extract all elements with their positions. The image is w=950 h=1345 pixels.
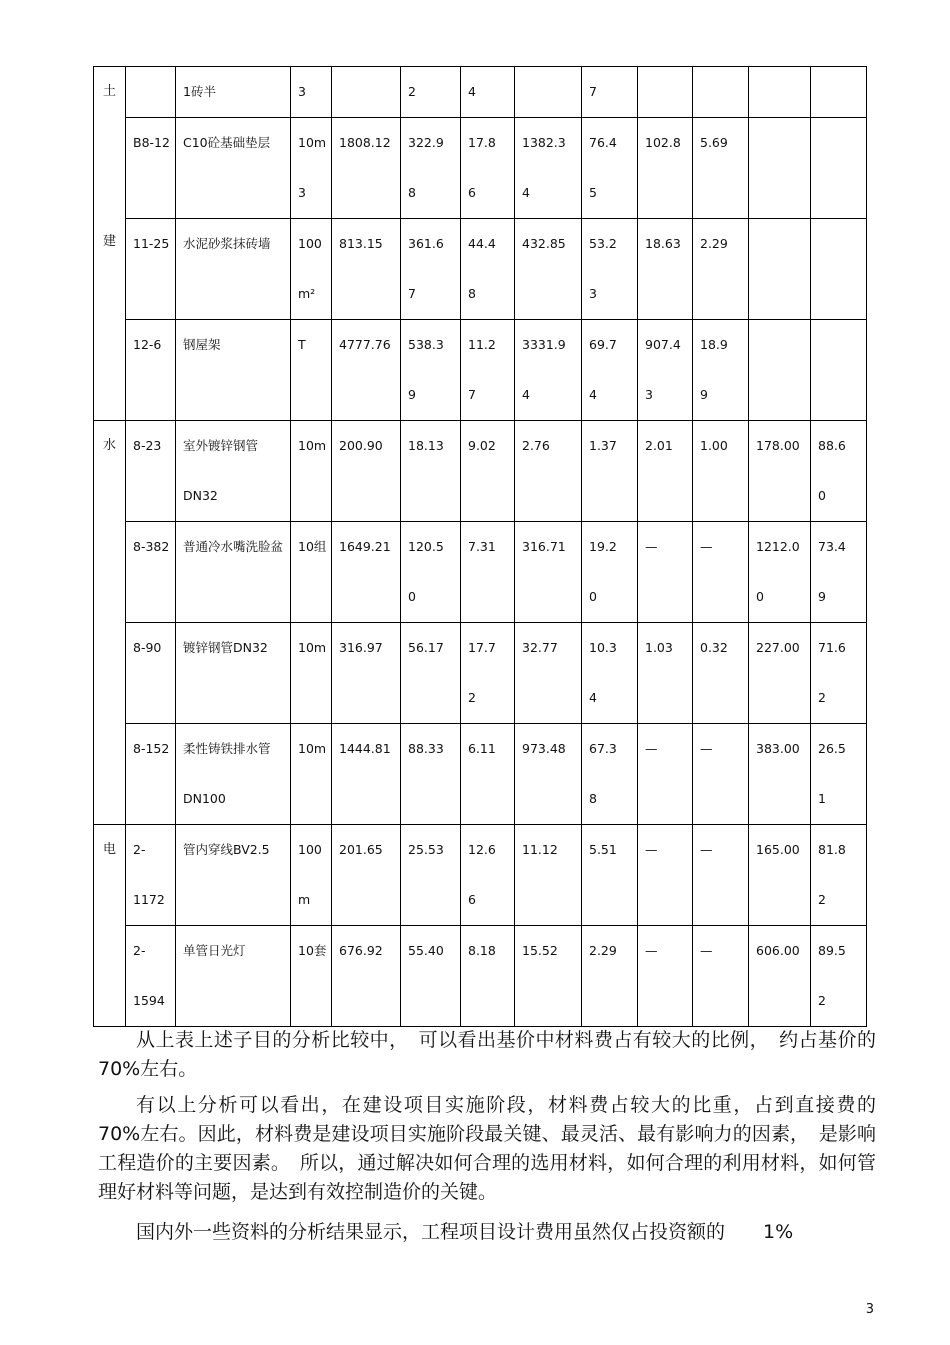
table-cell: 1212.0 0 <box>749 522 811 623</box>
table-cell: 17.7 2 <box>461 623 515 724</box>
table-cell: 2.29 <box>693 219 749 320</box>
table-cell: 44.4 8 <box>461 219 515 320</box>
table-cell <box>811 67 867 118</box>
table-row <box>94 522 867 623</box>
table-cell: 镀锌钢管DN32 <box>176 623 291 724</box>
table-cell <box>811 118 867 219</box>
table-cell: 8-382 <box>126 522 176 623</box>
table-cell: 12.6 6 <box>461 825 515 926</box>
table-cell: 100 m <box>291 825 332 926</box>
table-cell: 1.03 <box>638 623 693 724</box>
table-cell <box>693 67 749 118</box>
table-cell: 单管日光灯 <box>176 926 291 1027</box>
table-cell: B8-12 <box>126 118 176 219</box>
table-cell: — <box>693 825 749 926</box>
table-cell: 10m <box>291 623 332 724</box>
table-cell: 2.76 <box>515 421 582 522</box>
table-cell: 1444.81 <box>332 724 401 825</box>
table-cell: 15.52 <box>515 926 582 1027</box>
table-cell: 81.8 2 <box>811 825 867 926</box>
table-cell: 25.53 <box>401 825 461 926</box>
table-cell: 973.48 <box>515 724 582 825</box>
table-cell: 538.3 9 <box>401 320 461 421</box>
table-cell: 55.40 <box>401 926 461 1027</box>
table-row <box>94 724 867 825</box>
table-cell: 0.32 <box>693 623 749 724</box>
table-cell: 178.00 <box>749 421 811 522</box>
table-cell: 432.85 <box>515 219 582 320</box>
table-cell: 316.71 <box>515 522 582 623</box>
table-cell <box>638 67 693 118</box>
table-cell: 5.51 <box>582 825 638 926</box>
table-cell: 10m <box>291 421 332 522</box>
table-cell: 2.29 <box>582 926 638 1027</box>
table-cell: 383.00 <box>749 724 811 825</box>
table-row <box>94 67 867 118</box>
table-cell: — <box>693 522 749 623</box>
cost-table <box>93 66 867 1027</box>
table-cell <box>749 219 811 320</box>
table-cell: 钢屋架 <box>176 320 291 421</box>
table-cell: 18.13 <box>401 421 461 522</box>
table-cell: 1382.3 4 <box>515 118 582 219</box>
table-cell: 4777.76 <box>332 320 401 421</box>
table-cell <box>749 320 811 421</box>
table-cell: — <box>638 724 693 825</box>
table-cell: 1.00 <box>693 421 749 522</box>
table-cell <box>126 67 176 118</box>
table-cell: 67.3 8 <box>582 724 638 825</box>
table-cell <box>749 118 811 219</box>
table-cell: 2 <box>401 67 461 118</box>
table-cell: — <box>693 926 749 1027</box>
table-cell: 76.4 5 <box>582 118 638 219</box>
table-cell <box>749 67 811 118</box>
table-cell: 4 <box>461 67 515 118</box>
table-cell: 1砖半 <box>176 67 291 118</box>
table-cell: 5.69 <box>693 118 749 219</box>
table-cell: 165.00 <box>749 825 811 926</box>
table-cell: 100 m² <box>291 219 332 320</box>
section-label: 土 建 <box>94 67 126 421</box>
table-cell: 32.77 <box>515 623 582 724</box>
table-cell: 3 <box>291 67 332 118</box>
table-cell: 56.17 <box>401 623 461 724</box>
table-cell: 17.8 6 <box>461 118 515 219</box>
table-cell <box>332 67 401 118</box>
table-cell: 813.15 <box>332 219 401 320</box>
table-cell: 11-25 <box>126 219 176 320</box>
table-cell: 11.12 <box>515 825 582 926</box>
table-cell: 88.6 0 <box>811 421 867 522</box>
table-cell: 8-90 <box>126 623 176 724</box>
table-cell: 11.2 7 <box>461 320 515 421</box>
table-cell: 10组 <box>291 522 332 623</box>
table-cell: 7 <box>582 67 638 118</box>
table-row <box>94 926 867 1027</box>
table-cell: 89.5 2 <box>811 926 867 1027</box>
table-cell: 606.00 <box>749 926 811 1027</box>
table-cell: 3331.9 4 <box>515 320 582 421</box>
table-cell: 8-152 <box>126 724 176 825</box>
table-cell: 柔性铸铁排水管 DN100 <box>176 724 291 825</box>
table-cell: 200.90 <box>332 421 401 522</box>
paragraph-1: 从上表上述子目的分析比较中， 可以看出基价中材料费占有较大的比例， 约占基价的 70%左右。 <box>98 1029 876 1080</box>
table-cell: 322.9 8 <box>401 118 461 219</box>
table-cell <box>811 219 867 320</box>
table-cell: 1.37 <box>582 421 638 522</box>
section-label: 电 <box>94 825 126 1027</box>
table-cell <box>811 320 867 421</box>
table-cell: 19.2 0 <box>582 522 638 623</box>
table-row <box>94 320 867 421</box>
table-cell: 6.11 <box>461 724 515 825</box>
table-row <box>94 118 867 219</box>
table-row <box>94 219 867 320</box>
table-cell: 10m 3 <box>291 118 332 219</box>
table-row <box>94 825 867 926</box>
table-cell: 53.2 3 <box>582 219 638 320</box>
table-cell: 102.8 <box>638 118 693 219</box>
table-cell: 7.31 <box>461 522 515 623</box>
table-cell: 2.01 <box>638 421 693 522</box>
paragraph-2: 有以上分析可以看出，在建设项目实施阶段，材料费占较大的比重，占到直接费的 70%左右。因此，材料费是建设项目实施阶段最关键、最灵活、最有影响力的因素， 是影响工程造价的主要因素。 所以，通过解决如何合理的选用材料，如何合理的利用材料，如何管理好材料等问题，是达到有效控制造价的关键。 <box>98 1094 896 1203</box>
table-cell: 361.6 7 <box>401 219 461 320</box>
table-cell: — <box>638 522 693 623</box>
table-cell: 8.18 <box>461 926 515 1027</box>
table-cell: 26.5 1 <box>811 724 867 825</box>
table-cell: 18.9 9 <box>693 320 749 421</box>
table-cell: 9.02 <box>461 421 515 522</box>
table-cell: 907.4 3 <box>638 320 693 421</box>
table-cell: 201.65 <box>332 825 401 926</box>
table-cell: 12-6 <box>126 320 176 421</box>
table-body <box>94 67 867 1027</box>
page-number: 3 <box>865 1302 874 1317</box>
table-cell: — <box>693 724 749 825</box>
table-cell: 10.3 4 <box>582 623 638 724</box>
table-cell: — <box>638 926 693 1027</box>
table-cell: 管内穿线BV2.5 <box>176 825 291 926</box>
table-cell: 普通冷水嘴洗脸盆 <box>176 522 291 623</box>
table-cell: 120.5 0 <box>401 522 461 623</box>
table-cell: 73.4 9 <box>811 522 867 623</box>
table-cell: 227.00 <box>749 623 811 724</box>
table-cell: 2-1594 <box>126 926 176 1027</box>
table-row <box>94 623 867 724</box>
table-cell: 8-23 <box>126 421 176 522</box>
table-cell: 10套 <box>291 926 332 1027</box>
section-label: 水 <box>94 421 126 825</box>
table-cell: 88.33 <box>401 724 461 825</box>
table-cell: 1649.21 <box>332 522 401 623</box>
table-cell: 69.7 4 <box>582 320 638 421</box>
table-cell: T <box>291 320 332 421</box>
table-cell: — <box>638 825 693 926</box>
paragraph-3: 国内外一些资料的分析结果显示，工程项目设计费用虽然仅占投资额的 1% <box>136 1221 794 1243</box>
table-cell: 水泥砂浆抹砖墙 <box>176 219 291 320</box>
table-cell: 71.6 2 <box>811 623 867 724</box>
table-row <box>94 421 867 522</box>
table-cell <box>515 67 582 118</box>
table-cell: 室外镀锌钢管DN32 <box>176 421 291 522</box>
table-cell: 10m <box>291 724 332 825</box>
table-cell: 676.92 <box>332 926 401 1027</box>
table-cell: 2-1172 <box>126 825 176 926</box>
table-cell: 1808.12 <box>332 118 401 219</box>
table-cell: C10砼基础垫层 <box>176 118 291 219</box>
table-cell: 316.97 <box>332 623 401 724</box>
table-cell: 18.63 <box>638 219 693 320</box>
